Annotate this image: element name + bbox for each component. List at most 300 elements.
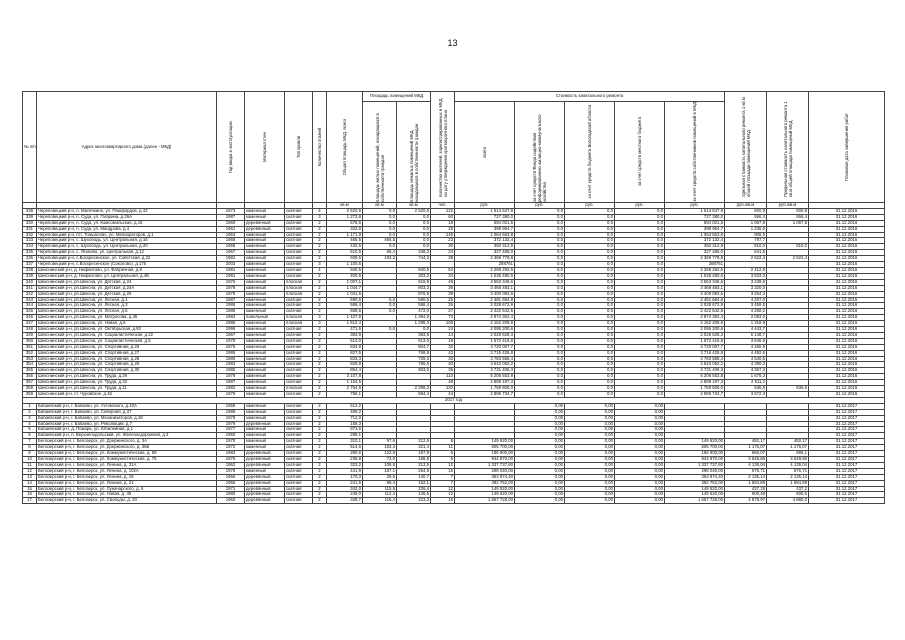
table-cell: 36 xyxy=(431,285,455,291)
table-cell: 1978 xyxy=(217,468,245,474)
table-cell: 432,5 xyxy=(327,244,363,250)
table-cell: 437,2 xyxy=(767,486,809,492)
table-cell: 0,0 xyxy=(615,250,665,256)
table-cell: 0,00 xyxy=(615,480,665,486)
table-cell: скатная xyxy=(285,433,313,439)
table-cell: скатная xyxy=(285,392,313,398)
table-cell: деревянный xyxy=(245,451,285,457)
table-cell: 0,00 xyxy=(565,427,615,433)
table-cell: 2 xyxy=(313,309,327,315)
table-cell: 2 xyxy=(313,350,327,356)
table-cell: 31.12.2017 xyxy=(809,439,885,445)
table-cell: 31.12.2016 xyxy=(809,327,885,333)
table-cell: 0,0 xyxy=(515,374,565,380)
table-cell: 355 xyxy=(23,368,37,374)
unit-cell: руб. xyxy=(665,203,725,209)
table-cell: 1976 xyxy=(217,344,245,350)
table-cell: 0,0 xyxy=(615,392,665,398)
table-cell: 2 xyxy=(313,462,327,468)
table-cell: Шекснинский р-н, рп.Шексна, ул. Труда, д.32 xyxy=(37,380,217,386)
unit-cell: руб. xyxy=(565,203,615,209)
table-cell: 3 xyxy=(313,262,327,268)
table-cell: каменный xyxy=(245,368,285,374)
table-cell: скатная xyxy=(285,226,313,232)
table-cell: каменный xyxy=(245,303,285,309)
table-cell: 4 139,04 xyxy=(725,462,767,468)
table-cell: 586,4 xyxy=(327,303,363,309)
table-cell: 0,00 xyxy=(515,474,565,480)
table-cell: 2 422 542,5 xyxy=(665,309,725,315)
table-cell: Шекснинский р-н, рп.Шексна, ул. Социалистическая, д.22 xyxy=(37,332,217,338)
table-cell: 2 xyxy=(313,409,327,415)
table-cell: 350 312,9 xyxy=(665,244,725,250)
table-cell: каменный xyxy=(245,327,285,333)
table-cell: 0,00 xyxy=(515,403,565,409)
table-cell: 152,1 xyxy=(397,480,431,486)
table-cell: 0,0 xyxy=(397,238,431,244)
table-cell: 12 xyxy=(431,462,455,468)
table-cell: 833,3 xyxy=(327,356,363,362)
table-cell: 0,0 xyxy=(565,303,615,309)
table-cell: скатная xyxy=(285,327,313,333)
table-cell: 31.12.2017 xyxy=(809,403,885,409)
table-cell: 0,00 xyxy=(515,445,565,451)
table-cell: 0,0 xyxy=(565,279,615,285)
table-cell: 33 xyxy=(431,356,455,362)
table-cell: 2 xyxy=(313,220,327,226)
table-cell: 2 xyxy=(313,439,327,445)
table-cell: Шекснинский р-н, рп.Шексна, ул. Детская, д.24А xyxy=(37,285,217,291)
table-cell: Шекснинский р-н, рп.Шексна, ул. Спортивная, д.30 xyxy=(37,368,217,374)
table-cell: каменный xyxy=(245,285,285,291)
table-cell: 298,1 xyxy=(327,433,363,439)
table-cell: 2 xyxy=(313,256,327,262)
table-cell: 4 207,0 xyxy=(725,297,767,303)
table-cell: 2 xyxy=(313,415,327,421)
table-cell: 19 xyxy=(431,338,455,344)
table-cell: 1 176,07 xyxy=(725,445,767,451)
table-cell: 3 264,3 xyxy=(725,291,767,297)
table-cell: 5 206 553,8 xyxy=(665,374,725,380)
table-cell: 4 492,6 xyxy=(725,350,767,356)
capital-repair-table xyxy=(22,91,885,504)
table-cell: 2 369 779,8 xyxy=(665,256,725,262)
table-cell: 3 731 406,3 xyxy=(665,368,725,374)
table-cell: 1 067,8 xyxy=(725,220,767,226)
table-cell: каменный xyxy=(245,433,285,439)
table-cell: 0,0 xyxy=(515,362,565,368)
table-cell: Белозерский р-н, г. Белозерск, ул. Новая, д. 35 xyxy=(37,492,217,498)
table-cell: 310,1 xyxy=(327,439,363,445)
table-cell: 590,6 xyxy=(327,297,363,303)
table-cell: скатная xyxy=(285,303,313,309)
table-cell: Шекснинский р-н, рп.Шексна, ул. Новая, д.6 xyxy=(37,321,217,327)
table-cell: 578,6 xyxy=(327,220,363,226)
table-cell: 1970 xyxy=(217,439,245,445)
unit-cell: руб./кв.м xyxy=(767,203,809,209)
table-cell: 31.12.2016 xyxy=(809,291,885,297)
table-cell: 2 xyxy=(313,421,327,427)
table-cell: 471,6 xyxy=(327,327,363,333)
table-cell: 0,0 xyxy=(565,208,615,214)
table-cell: 4 xyxy=(313,208,327,214)
table-cell: каменный xyxy=(245,309,285,315)
table-cell: 0,00 xyxy=(565,456,615,462)
header-walls: Материал стен xyxy=(245,92,285,203)
table-cell: 0,0 xyxy=(515,285,565,291)
table-cell: 908,5 xyxy=(725,232,767,238)
table-cell: 6 xyxy=(431,451,455,457)
table-cell: 0,00 xyxy=(615,433,665,439)
table-cell: 2 511,2 xyxy=(725,380,767,386)
table-cell: 1 273,8 xyxy=(327,214,363,220)
table-cell: 145 xyxy=(431,232,455,238)
table-cell: 3 xyxy=(313,321,327,327)
table-cell: 15 xyxy=(23,486,37,492)
table-cell: 4 390,3 xyxy=(725,362,767,368)
table-cell: 0,00 xyxy=(565,421,615,427)
table-cell: 122,8 xyxy=(363,451,397,457)
table-cell: 4 xyxy=(313,267,327,273)
table-cell: 619,9 xyxy=(397,279,431,285)
table-cell: 0,0 xyxy=(397,327,431,333)
table-cell: 2 764,6 xyxy=(327,386,363,392)
table-cell: скатная xyxy=(285,374,313,380)
table-cell: 0,0 xyxy=(515,262,565,268)
table-cell: 149 520,00 xyxy=(665,492,725,498)
table-cell: 810,0 xyxy=(767,244,809,250)
table-cell: 0,0 xyxy=(615,332,665,338)
table-cell: 0,00 xyxy=(515,462,565,468)
table-cell: 39 xyxy=(431,291,455,297)
table-cell: Белозерский р-н, г. Белозерск, ул. Ленина, д. 31А xyxy=(37,462,217,468)
table-cell: 1 236,0 xyxy=(725,226,767,232)
table-cell: 398 964,7 xyxy=(665,226,725,232)
table-cell: 288761 xyxy=(455,262,515,268)
table-cell: 803,0 xyxy=(397,368,431,374)
table-cell: 437,19 xyxy=(725,486,767,492)
table-cell: 1 584,89 xyxy=(767,480,809,486)
table-cell: 249,0 xyxy=(327,492,363,498)
table-cell: Череповецкий р-н, пгт. Тоншалово, ул. Мелиораторов, д.1 xyxy=(37,232,217,238)
table-cell: 2 028 672,9 xyxy=(665,303,725,309)
table-cell: 31.12.2016 xyxy=(809,214,885,220)
table-cell: 0,00 xyxy=(565,451,615,457)
table-cell: 1 064 663,8 xyxy=(455,232,515,238)
header-cost-fund: за счет средств Фонда содействия реформированию жилищно-коммунального хозяйства xyxy=(515,102,565,203)
table-cell: 0,0 xyxy=(565,362,615,368)
table-cell: 31.12.2017 xyxy=(809,462,885,468)
table-cell: каменный xyxy=(245,350,285,356)
table-cell: 636,5 xyxy=(725,386,767,392)
table-cell: 666,1 xyxy=(767,451,809,457)
table-cell: 0,0 xyxy=(615,273,665,279)
table-cell: 31.12.2016 xyxy=(809,273,885,279)
table-cell: 0,0 xyxy=(615,262,665,268)
table-cell: 322,8 xyxy=(327,226,363,232)
table-cell: скатная xyxy=(285,403,313,409)
table-cell: 0,0 xyxy=(565,291,615,297)
table-cell: 337 xyxy=(23,262,37,268)
table-cell: 2 xyxy=(313,297,327,303)
table-cell: 472,0 xyxy=(397,309,431,315)
table-cell: 280,6 xyxy=(327,451,363,457)
table-cell: 510,5 xyxy=(327,250,363,256)
table-cell: 382 752,00 xyxy=(455,480,515,486)
table-cell: 1980 xyxy=(217,492,245,498)
table-cell: 1968 xyxy=(217,244,245,250)
table-cell: 944 870,00 xyxy=(665,456,725,462)
header-roof: Тип кровли xyxy=(285,92,313,203)
table-cell: 0,00 xyxy=(615,403,665,409)
table-cell: 1965 xyxy=(217,480,245,486)
table-cell: 3 649,86 xyxy=(767,456,809,462)
table-cell: Череповецкий р-н, п. Суда, ул. Комсомольская, д.15 xyxy=(37,220,217,226)
table-cell: 1967 xyxy=(217,332,245,338)
table-cell: 1979 xyxy=(217,392,245,398)
table-cell: 31.12.2016 xyxy=(809,297,885,303)
table-cell: 854,4 xyxy=(327,368,363,374)
table-cell: 568,6 xyxy=(327,309,363,315)
table-cell: каменный xyxy=(245,262,285,268)
table-cell: 566,4 xyxy=(725,214,767,220)
table-cell: 1976 xyxy=(217,456,245,462)
table-cell: 0,00 xyxy=(615,415,665,421)
header-res-area: площадь жилых помещений, находящихся в собственности граждан xyxy=(363,102,397,203)
table-cell: 0,0 xyxy=(515,392,565,398)
table-cell: 0,00 xyxy=(515,498,565,504)
table-row xyxy=(23,498,885,504)
table-cell: 0,00 xyxy=(615,492,665,498)
table-cell: 31.12.2016 xyxy=(809,386,885,392)
table-cell: 0,0 xyxy=(565,374,615,380)
table-cell: Шекснинский р-н, рп.Шексна, ул. Спортивная, д.29 xyxy=(37,362,217,368)
table-cell: 1982 xyxy=(217,386,245,392)
table-cell: 0,0 xyxy=(615,380,665,386)
table-cell: 73 xyxy=(431,315,455,321)
table-cell: 30 xyxy=(431,244,455,250)
table-cell: 1958 xyxy=(217,403,245,409)
table-cell: 2 520,6 xyxy=(327,208,363,214)
table-cell: 0,0 xyxy=(565,309,615,315)
table-cell: каменный xyxy=(245,362,285,368)
table-cell: 0,0 xyxy=(615,303,665,309)
table-cell: 88,4 xyxy=(363,480,397,486)
table-cell: 2 xyxy=(313,344,327,350)
table-cell: Шекснинский р-н, рп.Шексна, ул. Лесная, д.1 xyxy=(37,297,217,303)
table-cell: 0,0 xyxy=(397,220,431,226)
table-cell: 327 486,0 xyxy=(455,250,515,256)
table-cell: 712,0 xyxy=(327,415,363,421)
table-cell: 2 xyxy=(313,273,327,279)
table-cell: 31.12.2017 xyxy=(809,456,885,462)
table-cell: 0,0 xyxy=(615,374,665,380)
table-cell: Белозерский р-н, г. Белозерск, ул. Луначарского, д. 6 xyxy=(37,486,217,492)
table-cell: 109,8 xyxy=(363,462,397,468)
table-cell: 0,0 xyxy=(615,220,665,226)
table-cell: 2 028 628,3 xyxy=(455,332,515,338)
table-cell: 3 563 346,6 xyxy=(665,279,725,285)
table-cell: 31.12.2016 xyxy=(809,262,885,268)
table-cell: Шекснинский р-н, рп.Шексна, ул. Спортивная, д.28 xyxy=(37,356,217,362)
table-cell: 0,00 xyxy=(565,486,615,492)
table-cell: 2 412,9 xyxy=(725,267,767,273)
table-cell: каменный xyxy=(245,321,285,327)
table-cell: 0,0 xyxy=(397,214,431,220)
table-cell: 303,2 xyxy=(397,273,431,279)
table-cell: 1960 xyxy=(217,498,245,504)
header-cost-local: за счет средств местного бюджета xyxy=(615,102,665,203)
table-cell: 2 xyxy=(313,374,327,380)
table-cell: 0,00 xyxy=(565,474,615,480)
table-cell: 0,00 xyxy=(515,480,565,486)
header-unit-cost: Удельная стоимость капитального ремонта 1 кв.м общей площади помещений МКД xyxy=(725,92,767,203)
table-cell: 727 380,0 xyxy=(455,214,515,220)
table-cell: Шекснинский р-н, ст. Чуровское, д.15 xyxy=(37,392,217,398)
table-cell: 1981 xyxy=(217,267,245,273)
table-cell: скатная xyxy=(285,273,313,279)
table-cell: 10 xyxy=(23,456,37,462)
table-cell: 0,00 xyxy=(515,427,565,433)
table-cell: 2 269 292,6 xyxy=(455,267,515,273)
table-cell: 7 xyxy=(431,480,455,486)
table-cell: 31.12.2016 xyxy=(809,256,885,262)
table-cell: 676,71 xyxy=(767,468,809,474)
table-cell: 36 xyxy=(431,368,455,374)
table-cell: 768,8 xyxy=(397,350,431,356)
table-cell: 3 672,3 xyxy=(725,392,767,398)
table-cell: 0,0 xyxy=(565,350,615,356)
unit-cell: кв.м xyxy=(397,203,431,209)
table-cell: 586,4 xyxy=(397,303,431,309)
table-cell: 382 752,00 xyxy=(665,480,725,486)
table-cell: Череповецкий р-н, с.Воскресенское, ул. Советская, д.22 xyxy=(37,256,217,262)
table-cell: 31.12.2017 xyxy=(809,486,885,492)
table-cell: скатная xyxy=(285,220,313,226)
table-cell: 340 xyxy=(23,279,37,285)
table-cell: 512,2 xyxy=(327,403,363,409)
table-cell: 2 481 684,8 xyxy=(455,297,515,303)
table-cell: скатная xyxy=(285,439,313,445)
table-cell: 7 xyxy=(23,439,37,445)
table-cell: 0,0 xyxy=(615,309,665,315)
table-cell: 0,0 xyxy=(565,232,615,238)
table-cell: Белозерский р-н, г. Белозерск, ул. Ленина, д. 19 xyxy=(37,474,217,480)
table-cell: деревянный xyxy=(245,492,285,498)
table-cell: 0,0 xyxy=(565,226,615,232)
table-cell: 0,0 xyxy=(615,315,665,321)
table-cell: 31.12.2017 xyxy=(809,468,885,474)
table-cell: 345 xyxy=(23,309,37,315)
table-cell: 0,0 xyxy=(565,321,615,327)
table-cell: 60 xyxy=(431,214,455,220)
table-cell: 31.12.2016 xyxy=(809,315,885,321)
table-cell: 1986 xyxy=(217,321,245,327)
table-cell: 2 369 779,8 xyxy=(455,256,515,262)
table-cell: скатная xyxy=(285,498,313,504)
table-cell: 5 148,7 xyxy=(725,332,767,338)
table-cell: Белозерский р-н, г. Белозерск, ул. Ленина, д. 102А xyxy=(37,468,217,474)
table-cell: 0,0 xyxy=(515,356,565,362)
table-cell: 1 041,6 xyxy=(327,291,363,297)
table-cell: 25 xyxy=(431,226,455,232)
table-cell: 0,0 xyxy=(515,386,565,392)
table-cell: 0,0 xyxy=(565,244,615,250)
table-cell: 804,7 xyxy=(397,344,431,350)
table-cell: 1 xyxy=(23,403,37,409)
table-cell: 1 514 647,9 xyxy=(665,208,725,214)
table-cell: 1 672 416,8 xyxy=(665,338,725,344)
table-cell: 3 720 007,7 xyxy=(455,344,515,350)
table-cell: 5 206 553,8 xyxy=(455,374,515,380)
table-cell: 2 xyxy=(313,380,327,386)
table-cell: 372 132,4 xyxy=(455,238,515,244)
table-cell: деревянный xyxy=(245,486,285,492)
table-cell: 3 320,0 xyxy=(725,285,767,291)
table-cell: 0,0 xyxy=(615,321,665,327)
table-cell: каменный xyxy=(245,332,285,338)
table-cell: 2 269 292,6 xyxy=(665,267,725,273)
table-cell: 6 xyxy=(431,456,455,462)
table-cell: 636,5 xyxy=(767,386,809,392)
table-cell: скатная xyxy=(285,232,313,238)
table-cell: 0,0 xyxy=(565,238,615,244)
table-cell: скатная xyxy=(285,356,313,362)
header-premises-group: Площадь помещений МКД xyxy=(363,92,431,102)
table-cell: 3 107,8 xyxy=(327,374,363,380)
table-cell: скатная xyxy=(285,214,313,220)
table-cell: 97,6 xyxy=(363,439,397,445)
table-cell: 3 649,86 xyxy=(725,456,767,462)
table-cell: 676,71 xyxy=(725,468,767,474)
table-cell: 1 657 728,00 xyxy=(665,498,725,504)
table-cell: 1987 xyxy=(217,380,245,386)
table-cell: 0,00 xyxy=(565,480,615,486)
table-cell: 0,0 xyxy=(363,309,397,315)
table-cell: Белозерский р-н, г. Белозерск, ул. Дзержинского, д. 3А xyxy=(37,439,217,445)
table-cell: 1968 xyxy=(217,238,245,244)
table-cell: 31.12.2016 xyxy=(809,220,885,226)
table-cell: 3 468 483,1 xyxy=(455,285,515,291)
table-cell: 2 135,14 xyxy=(767,474,809,480)
table-cell: 2 xyxy=(313,451,327,457)
table-cell: 348,2 xyxy=(397,250,431,256)
table-cell: Череповецкий р-н, п. Суда, ул. Мандрова, д.4 xyxy=(37,226,217,232)
table-cell: 1 584,89 xyxy=(725,480,767,486)
table-cell: Бабаевский р-н, г. Бабаево, ул. Северная, д.37 xyxy=(37,409,217,415)
table-cell: 4 880,0 xyxy=(767,498,809,504)
table-cell: скатная xyxy=(285,445,313,451)
table-cell: 16 xyxy=(431,468,455,474)
table-cell: 0,0 xyxy=(565,315,615,321)
table-cell: скатная xyxy=(285,462,313,468)
table-cell: 1980 xyxy=(217,356,245,362)
table-cell: 1960 xyxy=(217,220,245,226)
table-cell: 3 783 558,4 xyxy=(455,356,515,362)
table-cell: 0,0 xyxy=(565,338,615,344)
table-cell: 140,7 xyxy=(397,474,431,480)
table-cell: 489,2 xyxy=(327,409,363,415)
table-cell: 115,5 xyxy=(363,486,397,492)
table-cell: каменный xyxy=(245,409,285,415)
table-cell: каменный xyxy=(245,380,285,386)
table-cell: 31.12.2016 xyxy=(809,392,885,398)
table-cell: 236,8 xyxy=(327,456,363,462)
table-cell: скатная xyxy=(285,262,313,268)
table-cell: 363 874,40 xyxy=(665,474,725,480)
table-cell: 1979 xyxy=(217,291,245,297)
table-cell: 785,5 xyxy=(397,362,431,368)
